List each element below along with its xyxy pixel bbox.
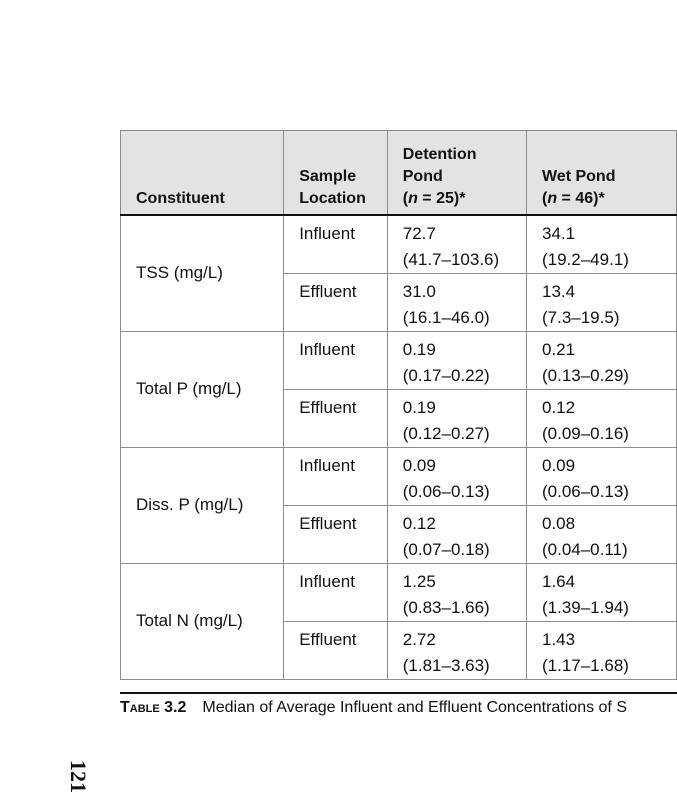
detention-median-value: 0.12 bbox=[402, 513, 436, 533]
detention-range-value: (0.17–0.22) bbox=[402, 365, 490, 385]
wet-range-value: (1.17–1.68) bbox=[541, 655, 629, 675]
table-row bbox=[121, 447, 677, 505]
wet-median-value: 0.21 bbox=[541, 339, 576, 359]
detention-median-value: 0.09 bbox=[402, 455, 436, 475]
constituent-cell: Total N (mg/L) bbox=[121, 563, 284, 679]
detention-median-value: 31.0 bbox=[402, 281, 436, 301]
detention-pond-value-cell bbox=[387, 389, 526, 447]
wet-pond-value-cell bbox=[526, 389, 676, 447]
detention-median-value: 0.19 bbox=[402, 339, 436, 359]
header-wet-n bbox=[542, 190, 605, 207]
sample-location-cell: Effluent bbox=[284, 505, 388, 563]
header-wet-line1: Wet Pond bbox=[541, 167, 616, 185]
wet-median-value: 0.08 bbox=[541, 513, 576, 533]
detention-median-value: 72.7 bbox=[402, 223, 436, 243]
header-sample-location bbox=[284, 131, 388, 215]
detention-range-value: (0.06–0.13) bbox=[402, 481, 490, 501]
wet-median-value: 13.4 bbox=[541, 281, 576, 301]
wet-pond-value-cell bbox=[526, 563, 676, 621]
sample-location-cell: Effluent bbox=[284, 621, 388, 679]
header-detention-pond bbox=[387, 131, 526, 215]
wet-range-value: (19.2–49.1) bbox=[541, 249, 629, 269]
constituent-cell: Total P (mg/L) bbox=[121, 331, 284, 447]
detention-median-value: 1.25 bbox=[402, 571, 436, 591]
detention-pond-value-cell bbox=[387, 273, 526, 331]
header-constituent bbox=[121, 131, 284, 215]
detention-pond-value-cell bbox=[387, 331, 526, 389]
wet-range-value: (0.13–0.29) bbox=[541, 365, 629, 385]
header-sample-location-line1: Sample bbox=[299, 167, 357, 185]
page-number: 121 bbox=[66, 760, 91, 793]
sample-location-cell: Influent bbox=[284, 563, 388, 621]
sample-location-cell: Effluent bbox=[284, 389, 388, 447]
wet-median-value: 34.1 bbox=[541, 223, 576, 243]
sample-location-cell: Effluent bbox=[284, 273, 388, 331]
wet-range-value: (0.04–0.11) bbox=[541, 539, 628, 559]
header-wet-n-var: n bbox=[547, 189, 558, 207]
header-detention-n-suffix: = 25)* bbox=[417, 189, 466, 207]
detention-range-value: (0.07–0.18) bbox=[402, 539, 490, 559]
wet-median-value: 0.12 bbox=[541, 397, 576, 417]
detention-pond-value-cell bbox=[387, 215, 526, 274]
detention-pond-value-cell bbox=[387, 447, 526, 505]
wet-pond-value-cell bbox=[526, 505, 676, 563]
header-detention-n bbox=[403, 190, 466, 207]
detention-median-value: 2.72 bbox=[402, 629, 436, 649]
detention-range-value: (41.7–103.6) bbox=[402, 249, 500, 269]
table-caption bbox=[120, 692, 677, 719]
table-row bbox=[121, 563, 677, 621]
wet-median-value: 1.64 bbox=[541, 571, 576, 591]
table-header bbox=[121, 131, 677, 215]
sample-location-cell: Influent bbox=[284, 215, 388, 274]
wet-range-value: (0.06–0.13) bbox=[541, 481, 629, 501]
wet-pond-value-cell bbox=[526, 621, 676, 679]
header-detention-n-prefix: ( bbox=[402, 189, 409, 207]
detention-pond-value-cell bbox=[387, 621, 526, 679]
data-table bbox=[120, 130, 677, 680]
constituent-cell: TSS (mg/L) bbox=[121, 215, 284, 332]
detention-range-value: (1.81–3.63) bbox=[402, 655, 490, 675]
wet-range-value: (1.39–1.94) bbox=[541, 597, 629, 617]
header-wet-n-prefix: ( bbox=[541, 189, 548, 207]
caption-label: Table 3.2 bbox=[120, 699, 187, 716]
wet-pond-value-cell bbox=[526, 273, 676, 331]
table-body bbox=[121, 215, 677, 680]
wet-median-value: 0.09 bbox=[541, 455, 576, 475]
header-detention-n-var: n bbox=[408, 189, 418, 207]
wet-pond-value-cell bbox=[526, 331, 676, 389]
table-row bbox=[121, 331, 677, 389]
header-wet-n-suffix: = 46)* bbox=[557, 189, 605, 207]
header-wet-pond bbox=[526, 131, 676, 215]
header-detention-line2: Pond bbox=[402, 167, 443, 185]
detention-range-value: (0.83–1.66) bbox=[402, 597, 490, 617]
header-constituent-label: Constituent bbox=[136, 189, 225, 207]
detention-pond-value-cell bbox=[387, 505, 526, 563]
detention-range-value: (0.12–0.27) bbox=[402, 423, 490, 443]
header-detention-line1: Detention bbox=[402, 145, 477, 163]
wet-pond-value-cell bbox=[526, 215, 676, 274]
header-sample-location-line2: Location bbox=[299, 189, 366, 207]
constituent-cell: Diss. P (mg/L) bbox=[121, 447, 284, 563]
table-header-row bbox=[121, 131, 677, 215]
caption-text: Median of Average Influent and Effluent Concentrations of S bbox=[202, 699, 627, 716]
wet-pond-value-cell bbox=[526, 447, 676, 505]
wet-median-value: 1.43 bbox=[541, 629, 576, 649]
wet-range-value: (0.09–0.16) bbox=[541, 423, 629, 443]
detention-median-value: 0.19 bbox=[402, 397, 436, 417]
detention-range-value: (16.1–46.0) bbox=[402, 307, 490, 327]
table-row bbox=[121, 215, 677, 274]
sample-location-cell: Influent bbox=[284, 447, 388, 505]
wet-range-value: (7.3–19.5) bbox=[541, 307, 620, 327]
detention-pond-value-cell bbox=[387, 563, 526, 621]
sample-location-cell: Influent bbox=[284, 331, 388, 389]
